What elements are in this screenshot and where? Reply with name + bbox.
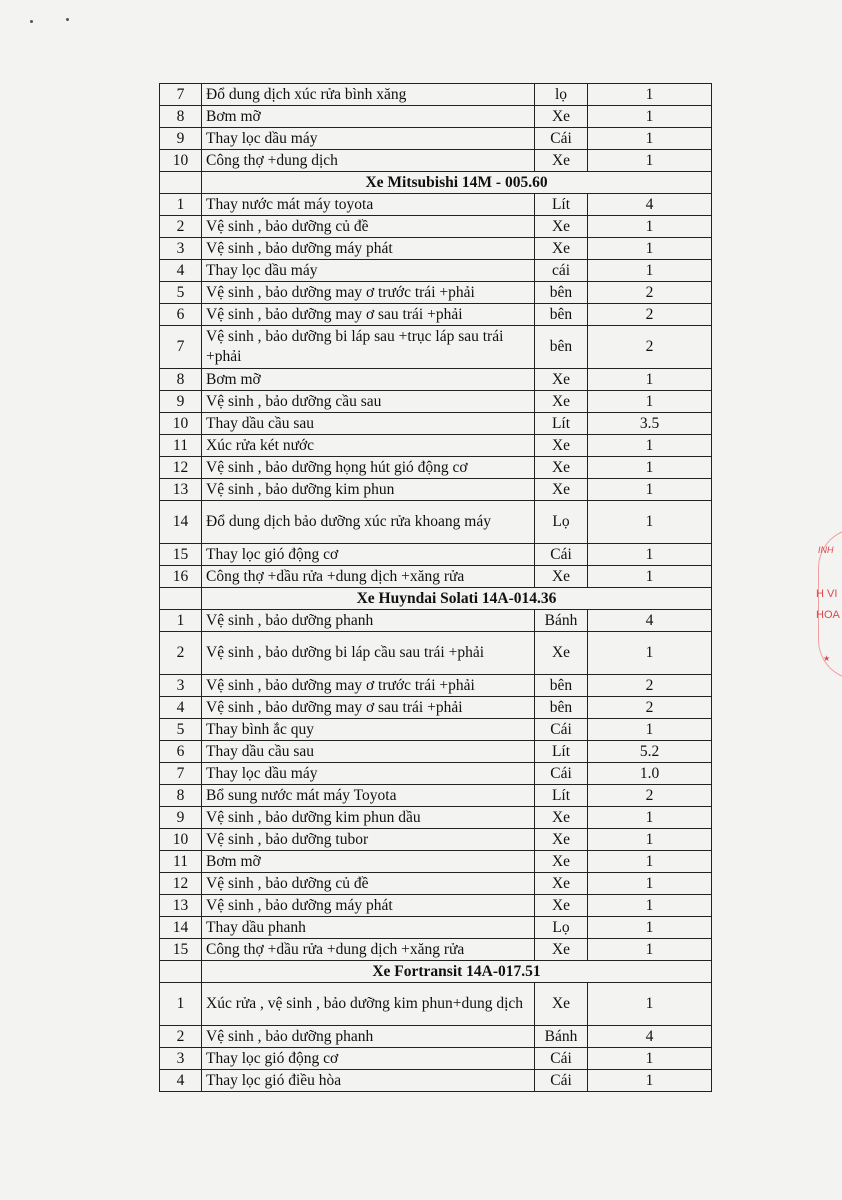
row-unit: Bánh	[535, 610, 588, 632]
table-row	[160, 479, 712, 501]
section-header-no-cell	[160, 172, 202, 194]
row-number: 7	[160, 763, 202, 785]
table-row	[160, 216, 712, 238]
row-unit: Lít	[535, 194, 588, 216]
row-unit: Lít	[535, 785, 588, 807]
section-title: Xe Fortransit 14A-017.51	[202, 961, 712, 983]
row-unit: Xe	[535, 873, 588, 895]
section-title: Xe Huyndai Solati 14A-014.36	[202, 588, 712, 610]
row-unit: bên	[535, 326, 588, 369]
row-quantity: 4	[588, 194, 712, 216]
stamp-star-icon: ★	[823, 654, 831, 663]
stamp-text-3: HOA	[816, 609, 840, 621]
row-description: Thay nước mát máy toyota	[202, 194, 535, 216]
row-quantity: 4	[588, 1026, 712, 1048]
row-unit: Lọ	[535, 917, 588, 939]
row-unit: Cái	[535, 128, 588, 150]
table-row	[160, 566, 712, 588]
table-row	[160, 544, 712, 566]
row-unit: Lọ	[535, 501, 588, 544]
row-unit: Xe	[535, 566, 588, 588]
row-quantity: 1	[588, 632, 712, 675]
row-description: Vệ sinh , bảo dưỡng may ơ sau trái +phải	[202, 304, 535, 326]
row-description: Công thợ +dầu rửa +dung dịch +xăng rửa	[202, 939, 535, 961]
table-row	[160, 983, 712, 1026]
row-description: Bơm mỡ	[202, 369, 535, 391]
row-quantity: 2	[588, 326, 712, 369]
row-number: 11	[160, 851, 202, 873]
row-number: 13	[160, 895, 202, 917]
table-row	[160, 391, 712, 413]
row-description: Vệ sinh , bảo dưỡng cầu sau	[202, 391, 535, 413]
stamp-text-2: H VI	[816, 588, 838, 600]
row-quantity: 1	[588, 566, 712, 588]
row-number: 3	[160, 1048, 202, 1070]
row-quantity: 4	[588, 610, 712, 632]
table-row	[160, 697, 712, 719]
row-description: Bơm mỡ	[202, 106, 535, 128]
table-row	[160, 851, 712, 873]
row-quantity: 1	[588, 829, 712, 851]
section-header-row	[160, 588, 712, 610]
row-unit: Bánh	[535, 1026, 588, 1048]
row-quantity: 1	[588, 544, 712, 566]
row-description: Thay bình ắc quy	[202, 719, 535, 741]
row-unit: bên	[535, 697, 588, 719]
row-number: 15	[160, 939, 202, 961]
row-unit: Xe	[535, 479, 588, 501]
row-quantity: 1	[588, 895, 712, 917]
section-title: Xe Mitsubishi 14M - 005.60	[202, 172, 712, 194]
row-number: 5	[160, 719, 202, 741]
table-row	[160, 369, 712, 391]
row-description: Vệ sinh , bảo dưỡng phanh	[202, 610, 535, 632]
table-row	[160, 304, 712, 326]
table-row	[160, 501, 712, 544]
row-unit: Xe	[535, 807, 588, 829]
row-description: Vệ sinh , bảo dưỡng kim phun dầu	[202, 807, 535, 829]
row-number: 9	[160, 128, 202, 150]
row-quantity: 1	[588, 84, 712, 106]
table-row	[160, 785, 712, 807]
row-unit: Xe	[535, 632, 588, 675]
section-header-row	[160, 172, 712, 194]
row-number: 1	[160, 983, 202, 1026]
row-unit: Xe	[535, 391, 588, 413]
row-unit: bên	[535, 304, 588, 326]
table-row	[160, 260, 712, 282]
row-quantity: 1	[588, 150, 712, 172]
row-description: Vệ sinh , bảo dưỡng bi láp cầu sau trái +phải	[202, 632, 535, 675]
row-quantity: 5.2	[588, 741, 712, 763]
section-header-row	[160, 961, 712, 983]
row-description: Đổ dung dịch xúc rửa bình xăng	[202, 84, 535, 106]
row-number: 8	[160, 369, 202, 391]
row-number: 10	[160, 413, 202, 435]
row-quantity: 1	[588, 851, 712, 873]
row-number: 10	[160, 150, 202, 172]
row-description: Vệ sinh , bảo dưỡng củ đề	[202, 216, 535, 238]
row-quantity: 1	[588, 216, 712, 238]
row-quantity: 1	[588, 457, 712, 479]
row-quantity: 1	[588, 873, 712, 895]
table-row	[160, 106, 712, 128]
row-number: 1	[160, 194, 202, 216]
row-description: Vệ sinh , bảo dưỡng may ơ trước trái +phải	[202, 282, 535, 304]
row-unit: Xe	[535, 238, 588, 260]
row-description: Thay lọc gió động cơ	[202, 544, 535, 566]
table-row	[160, 829, 712, 851]
row-description: Thay lọc gió điều hòa	[202, 1070, 535, 1092]
section-header-no-cell	[160, 961, 202, 983]
row-quantity: 2	[588, 304, 712, 326]
row-quantity: 1	[588, 479, 712, 501]
row-quantity: 1	[588, 260, 712, 282]
row-description: Xúc rửa , vệ sinh , bảo dưỡng kim phun+dung dịch	[202, 983, 535, 1026]
row-unit: bên	[535, 675, 588, 697]
table-row	[160, 128, 712, 150]
row-unit: Cái	[535, 763, 588, 785]
row-description: Vệ sinh , bảo dưỡng máy phát	[202, 238, 535, 260]
row-quantity: 2	[588, 785, 712, 807]
table-row	[160, 150, 712, 172]
row-number: 10	[160, 829, 202, 851]
row-quantity: 1	[588, 435, 712, 457]
row-number: 12	[160, 457, 202, 479]
row-quantity: 1.0	[588, 763, 712, 785]
scan-speck	[30, 20, 33, 23]
row-quantity: 1	[588, 128, 712, 150]
row-unit: Xe	[535, 829, 588, 851]
stamp-text-1: INH	[818, 545, 834, 555]
row-quantity: 1	[588, 1048, 712, 1070]
row-quantity: 3.5	[588, 413, 712, 435]
table-row	[160, 457, 712, 479]
table-row	[160, 939, 712, 961]
table-row	[160, 719, 712, 741]
row-number: 1	[160, 610, 202, 632]
row-description: Vệ sinh , bảo dưỡng kim phun	[202, 479, 535, 501]
table-row	[160, 435, 712, 457]
table-row	[160, 675, 712, 697]
row-description: Bơm mỡ	[202, 851, 535, 873]
row-quantity: 1	[588, 369, 712, 391]
row-number: 6	[160, 304, 202, 326]
row-unit: Xe	[535, 457, 588, 479]
row-number: 14	[160, 917, 202, 939]
row-number: 3	[160, 675, 202, 697]
table-row	[160, 741, 712, 763]
table-row	[160, 238, 712, 260]
row-number: 15	[160, 544, 202, 566]
row-description: Thay lọc dầu máy	[202, 128, 535, 150]
row-description: Vệ sinh , bảo dưỡng tubor	[202, 829, 535, 851]
row-number: 9	[160, 391, 202, 413]
row-unit: Lít	[535, 413, 588, 435]
row-description: Công thợ +dung dịch	[202, 150, 535, 172]
row-unit: bên	[535, 282, 588, 304]
row-description: Thay lọc gió động cơ	[202, 1048, 535, 1070]
row-description: Xúc rửa két nước	[202, 435, 535, 457]
table-row	[160, 610, 712, 632]
row-unit: Xe	[535, 435, 588, 457]
row-number: 5	[160, 282, 202, 304]
row-quantity: 1	[588, 238, 712, 260]
row-number: 3	[160, 238, 202, 260]
row-number: 4	[160, 697, 202, 719]
row-unit: Xe	[535, 150, 588, 172]
section-header-no-cell	[160, 588, 202, 610]
table-row	[160, 1070, 712, 1092]
row-quantity: 1	[588, 719, 712, 741]
row-unit: Cái	[535, 719, 588, 741]
row-description: Vệ sinh , bảo dưỡng phanh	[202, 1026, 535, 1048]
row-description: Đổ dung dịch bảo dưỡng xúc rửa khoang máy	[202, 501, 535, 544]
row-description: Thay dầu phanh	[202, 917, 535, 939]
row-number: 14	[160, 501, 202, 544]
row-quantity: 1	[588, 391, 712, 413]
row-unit: Cái	[535, 1070, 588, 1092]
row-number: 16	[160, 566, 202, 588]
table-row	[160, 1048, 712, 1070]
row-number: 7	[160, 84, 202, 106]
table-row	[160, 282, 712, 304]
table-row	[160, 807, 712, 829]
table-row	[160, 194, 712, 216]
row-number: 4	[160, 1070, 202, 1092]
table-row	[160, 763, 712, 785]
row-unit: Lít	[535, 741, 588, 763]
row-number: 9	[160, 807, 202, 829]
row-unit: Xe	[535, 895, 588, 917]
row-quantity: 2	[588, 675, 712, 697]
row-description: Công thợ +dầu rửa +dung dịch +xăng rửa	[202, 566, 535, 588]
row-unit: Xe	[535, 851, 588, 873]
row-quantity: 1	[588, 501, 712, 544]
row-number: 11	[160, 435, 202, 457]
row-number: 2	[160, 216, 202, 238]
row-quantity: 1	[588, 983, 712, 1026]
row-quantity: 2	[588, 282, 712, 304]
row-number: 7	[160, 326, 202, 369]
row-quantity: 1	[588, 106, 712, 128]
row-number: 2	[160, 632, 202, 675]
row-unit: Cái	[535, 1048, 588, 1070]
row-quantity: 1	[588, 1070, 712, 1092]
row-quantity: 1	[588, 917, 712, 939]
row-number: 12	[160, 873, 202, 895]
table-row	[160, 895, 712, 917]
table-row	[160, 917, 712, 939]
row-unit: cái	[535, 260, 588, 282]
table-row	[160, 873, 712, 895]
row-description: Vệ sinh , bảo dưỡng họng hút gió động cơ	[202, 457, 535, 479]
table-row	[160, 413, 712, 435]
row-quantity: 2	[588, 697, 712, 719]
row-description: Thay dầu cầu sau	[202, 413, 535, 435]
row-unit: Xe	[535, 939, 588, 961]
table-row	[160, 632, 712, 675]
row-unit: Cái	[535, 544, 588, 566]
row-description: Thay lọc dầu máy	[202, 763, 535, 785]
row-description: Thay lọc dầu máy	[202, 260, 535, 282]
row-number: 8	[160, 106, 202, 128]
row-unit: Xe	[535, 106, 588, 128]
row-quantity: 1	[588, 939, 712, 961]
row-number: 8	[160, 785, 202, 807]
row-quantity: 1	[588, 807, 712, 829]
row-description: Thay dầu cầu sau	[202, 741, 535, 763]
row-number: 4	[160, 260, 202, 282]
row-number: 6	[160, 741, 202, 763]
table-body	[160, 84, 712, 1092]
row-description: Vệ sinh , bảo dưỡng máy phát	[202, 895, 535, 917]
table-row	[160, 1026, 712, 1048]
row-description: Bổ sung nước mát máy Toyota	[202, 785, 535, 807]
maintenance-table	[159, 83, 712, 1092]
row-number: 13	[160, 479, 202, 501]
row-description: Vệ sinh , bảo dưỡng may ơ trước trái +phải	[202, 675, 535, 697]
row-unit: Xe	[535, 369, 588, 391]
row-description: Vệ sinh , bảo dưỡng củ đề	[202, 873, 535, 895]
scan-speck	[66, 18, 69, 21]
row-number: 2	[160, 1026, 202, 1048]
row-description: Vệ sinh , bảo dưỡng bi láp sau +trục láp sau trái +phải	[202, 326, 535, 369]
table-row	[160, 326, 712, 369]
row-unit: Xe	[535, 216, 588, 238]
table-row	[160, 84, 712, 106]
row-description: Vệ sinh , bảo dưỡng may ơ sau trái +phải	[202, 697, 535, 719]
row-unit: lọ	[535, 84, 588, 106]
row-unit: Xe	[535, 983, 588, 1026]
